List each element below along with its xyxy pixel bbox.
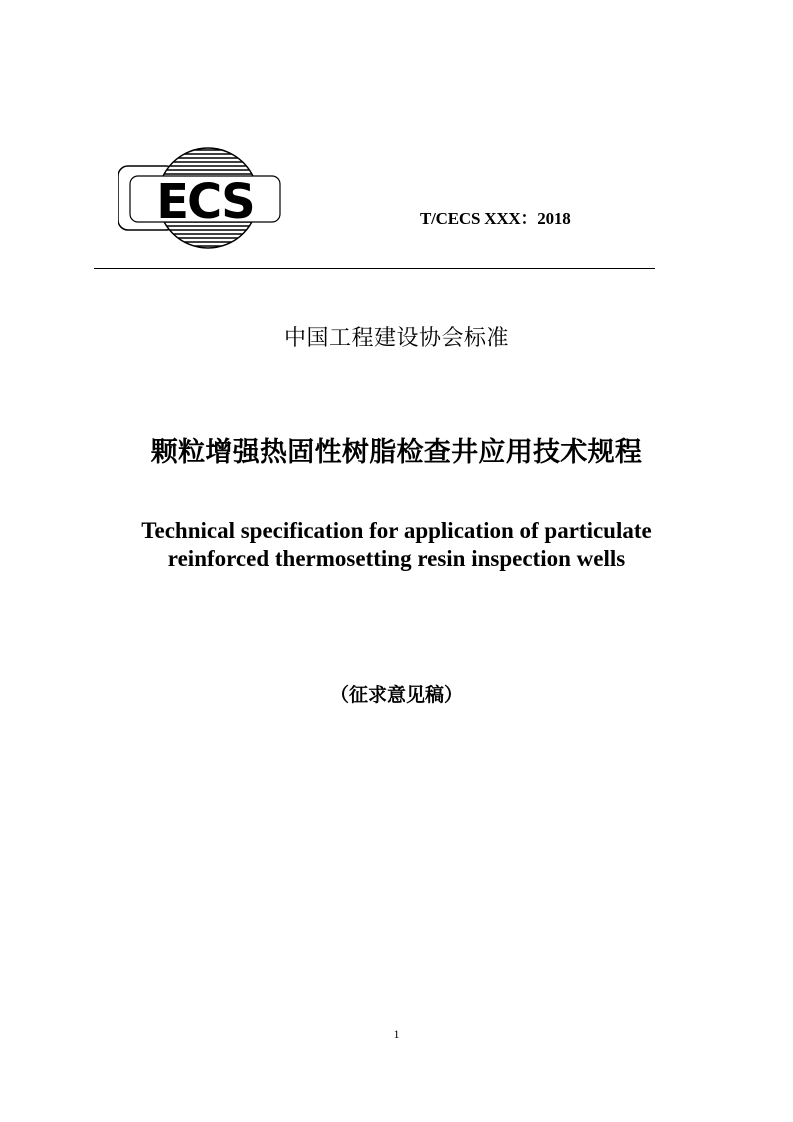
chinese-title: 颗粒增强热固性树脂检查井应用技术规程 bbox=[150, 437, 643, 468]
page-number: 1 bbox=[393, 1027, 400, 1041]
draft-status: （征求意见稿） bbox=[329, 684, 463, 706]
logo-text: ECS bbox=[156, 174, 254, 230]
ecs-logo bbox=[118, 146, 286, 252]
english-title-line-2: reinforced thermosetting resin inspection wells bbox=[167, 546, 626, 571]
english-title bbox=[0, 517, 793, 573]
standard-number: T/CECS XXX：2018 bbox=[420, 209, 571, 228]
header-divider bbox=[94, 268, 655, 269]
organization-name: 中国工程建设协会标准 bbox=[283, 326, 509, 351]
ecs-logo-graphic bbox=[118, 146, 286, 252]
english-title-line-1: Technical specification for application of particulate bbox=[141, 518, 652, 543]
